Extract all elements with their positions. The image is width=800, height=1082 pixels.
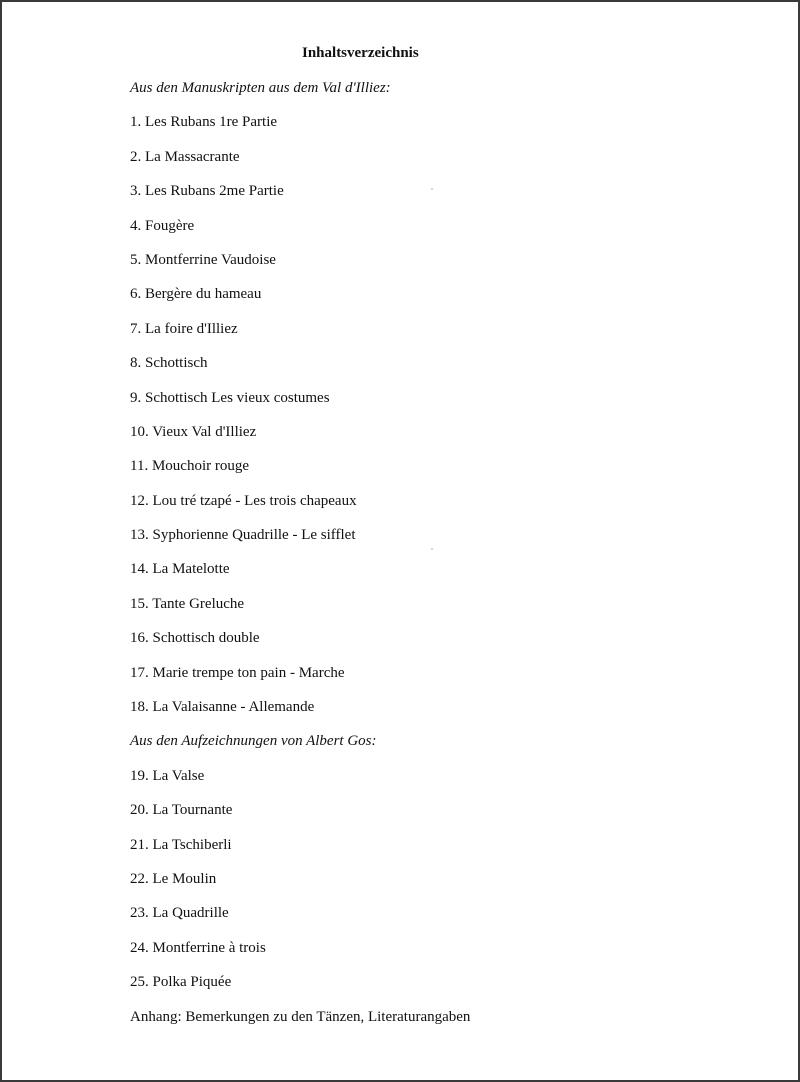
- toc-item: 25. Polka Piquée: [130, 974, 232, 991]
- toc-item: 24. Montferrine à trois: [130, 939, 266, 956]
- section-heading-albert-gos: Aus den Aufzeichnungen von Albert Gos:: [130, 733, 377, 750]
- toc-item: 17. Marie trempe ton pain - Marche: [130, 664, 345, 681]
- toc-item: 19. La Valse: [130, 767, 205, 784]
- toc-item: 8. Schottisch: [130, 355, 208, 372]
- toc-item: 23. La Quadrille: [130, 905, 229, 922]
- toc-item: 4. Fougère: [130, 217, 195, 234]
- toc-item: 13. Syphorienne Quadrille - Le sifflet: [130, 527, 356, 544]
- toc-item: 10. Vieux Val d'Illiez: [130, 423, 257, 440]
- toc-item: 14. La Matelotte: [130, 561, 230, 578]
- toc-item: 7. La foire d'Illiez: [130, 320, 238, 337]
- toc-item: 20. La Tournante: [130, 802, 233, 819]
- toc-item: 18. La Valaisanne - Allemande: [130, 699, 315, 716]
- toc-item: 22. Le Moulin: [130, 870, 217, 887]
- toc-item: 5. Montferrine Vaudoise: [130, 251, 276, 268]
- toc-item: 2. La Massacrante: [130, 148, 240, 165]
- toc-list-albert-gos: [130, 767, 730, 991]
- section-heading-manuscripts: Aus den Manuskripten aus dem Val d'Illiez:: [130, 80, 391, 96]
- toc-item: 6. Bergère du hameau: [130, 286, 262, 303]
- page-title: Inhaltsverzeichnis: [302, 45, 419, 61]
- toc-item: 1. Les Rubans 1re Partie: [130, 114, 278, 131]
- toc-item: 9. Schottisch Les vieux costumes: [130, 389, 330, 406]
- toc-item: 15. Tante Greluche: [130, 595, 245, 612]
- toc-list-manuscripts: [130, 113, 730, 716]
- table-of-contents: [130, 44, 730, 1026]
- toc-item: 21. La Tschiberli: [130, 836, 232, 853]
- appendix-line: Anhang: Bemerkungen zu den Tänzen, Literaturangaben: [130, 1008, 471, 1025]
- toc-item: 16. Schottisch double: [130, 630, 260, 647]
- toc-item: 12. Lou tré tzapé - Les trois chapeaux: [130, 492, 357, 509]
- toc-item: 11. Mouchoir rouge: [130, 458, 250, 475]
- toc-item: 3. Les Rubans 2me Partie: [130, 183, 284, 200]
